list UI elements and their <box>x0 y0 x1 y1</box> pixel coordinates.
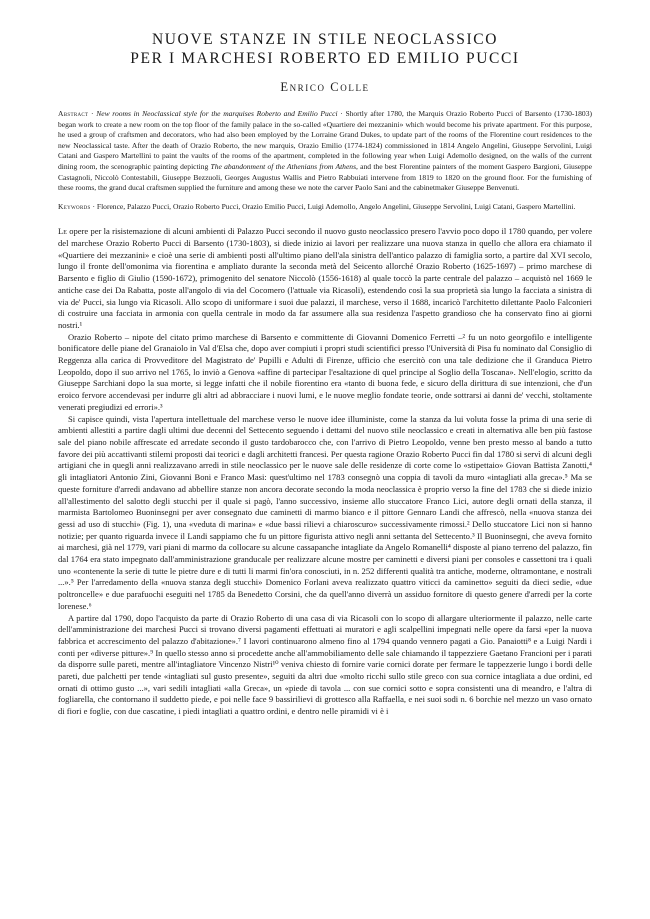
drop-cap-word: Le <box>58 226 67 237</box>
title-line-2: PER I MARCHESI ROBERTO ED EMILIO PUCCI <box>130 50 520 67</box>
abstract: Abstract · New rooms in Neoclassical style for the marquises Roberto and Emilio Pucci · Shortly after 1780, the Marquis Orazio Roberto Pucci of Barsento (1730-1803) began work to create a new room on the top floor of the family palace in the so-called «Quartiere dei mezzanini» which would become his private apartment. For this purpose, he used a group of craftsmen and decorators, who had also been employed by the Lorraine Grand Dukes, to update part of the rooms of the Florentine court residences to the new Neoclassical taste. After the death of Orazio Roberto, the new marquis, Orazio Emilio (1774-1824) commissioned in 1814 Angelo Angelini, Giuseppe Servolini, Luigi Catani and Gaspero Martellini to paint the vaults of the rooms of the apartment, completed in the following year when Luigi Ademollo designed, on the walls of the current dining room, the scenographic painting depicting The abandonment of the Athenians from Athens, and the best Florentine painters of the moment Gaspero Bargioni, Giuseppe Castagnoli, Niccolò Contestabili, Giuseppe Bezzuoli, Georges Augustus Wallis and Pietro Rabbuiati intervene from 1819 to 1820 on the ground floor. For the furnishing of these rooms, the grand ducal craftsmen supplied the furniture and among these we note the carver Paolo Sani and the cabinetmaker Giuseppe Benvenuti. <box>58 109 593 193</box>
abstract-text-continued: , and the best Florentine painters of the moment Gaspero Bargioni, Giuseppe Castagnoli, Niccolò Contestabili, Giuseppe Bezzuoli, Georges Augustus Wallis and Pietro Rabbuiati intervene from 1819 to 1820 on the ground floor. For the furnishing of these rooms, the grand ducal craftsmen supplied the furniture and among these we note the carver Paolo Sani and the cabinetmaker Giuseppe Benvenuti. <box>58 161 593 193</box>
article-title <box>58 30 592 68</box>
keywords-label: Keywords <box>58 201 91 211</box>
abstract-painting-title: The abandonment of the Athenians from Athens <box>210 161 357 171</box>
body-paragraph-4: A partire dal 1790, dopo l'acquisto da parte di Orazio Roberto di una casa di via Ricasoli con lo scopo di allargare ulteriormente il palazzo, nelle carte dell'amministrazione dei marchesi Pucci si trovano diversi pagamenti effettuati ai muratori e agli scalpellini impegnati nelle opere da farsi «per la nuova fabbrica et accrescimento del palazzo d'abitazione».⁷ I lavori continuarono almeno fino al 1794 quando vennero pagati a Gio. Panaiotti⁸ e a Luigi Nardi i conti per «diverse pitture».⁹ In quello stesso anno si procedette anche all'ammobiliamento delle sale chiamando il tappezziere Gaetano Francioni per i parati da disporre sulle pareti, mentre all'intagliatore Vincenzo Nistri¹⁰ veniva chiesto di fornire varie cornici dorate per fermare le tappezzerie lungo i bordi delle pareti, due palchetti per tende «intagliati sul gusto presente», seguiti da altri due «molto ricchi sullo stile greco con sua cornice intagliata a due ordini, ed ornati di ottimo gusto ...», vari sedili intagliati «alla Greca», un «piede di tavola ... con sue cornici sotto e sopra consistenti una di meandro, e l'altra di fogliarella, che contornano il suddetto piede, e poi nelle face 9 bassirilievi di grottesco alla Raffaella, e nei suoi sodi n. 6 borchie nel mezzo un vaso ornato di fiori e foglie, con due cascatine, i piedi intagliati a quattro ordini, e dentro nelle piramidi vi è i <box>58 612 592 717</box>
keywords: Keywords · Florence, Palazzo Pucci, Orazio Roberto Pucci, Orazio Emilio Pucci, Luigi Ademollo, Angelo Angelini, Giuseppe Servolini, Luigi Catani, Gaspero Martellini. <box>58 201 576 211</box>
abstract-text: Shortly after 1780, the Marquis Orazio Roberto Pucci of Barsento (1730-1803) began work to create a new room on the top floor of the family palace in the so-called «Quartiere dei mezzanini» which would become his private apartment. For this purpose, he used a group of craftsmen and decorators, who had also been employed by the Lorraine Grand Dukes, to update part of the rooms of the Florentine court residences to the new Neoclassical taste. After the death of Orazio Roberto, the new marquis, Orazio Emilio (1774-1824) commissioned in 1814 Angelo Angelini, Giuseppe Servolini, Luigi Catani and Gaspero Martellini to paint the vaults of the rooms of the apartment, completed in the following year when Luigi Ademollo designed, on the walls of the current dining room, the scenographic painting depicting <box>58 109 592 171</box>
body-paragraph-1-text: opere per la risistemazione di alcuni ambienti di Palazzo Pucci secondo il nuovo gusto neoclassico presero l'avvio poco dopo il 1780 quando, per volere del marchese Orazio Roberto Pucci di Barsento (1730-1803), si diede inizio ai lavori per realizzare una nuova stanza in quello che allora era chiamato il «Quartiere dei mezzanini» e cioè una serie di ambienti posti all'ultimo piano dell'ala sinistra dell'antico palazzo di famiglia sorto, a partire dal XVI secolo, lungo il fronte dell'omonima via fiorentina e ampliato durante la seconda metà del Seicento allorché Orazio Roberto (1625-1697) – primo marchese di Barsento e figlio di Giulio (1590-1672), primogenito del senatore Niccolò (1556-1618) al quale toccò la parte centrale del palazzo – acquistò nel 1669 le antiche case dei Da Rabatta, poste all'angolo di via del Cocomero (l'attuale via Ricasoli), estendendo così la sua proprietà sia lungo la facciata a sinistra di via de' Pucci, sia lungo via Ricasoli. Allo scopo di uniformare i suoi due palazzi, il marchese, verso il 1688, incaricò l'architetto dilettante Paolo Falconieri di costruire una facciata in armonia con quella centrale in modo da far assumere alla sua residenza l'aspetto grandioso che ha conservato fino ai giorni nostri.¹ <box>58 226 593 330</box>
keywords-text: Florence, Palazzo Pucci, Orazio Roberto Pucci, Orazio Emilio Pucci, Luigi Ademollo, Angelo Angelini, Giuseppe Servolini, Luigi Catani, Gaspero Martellini. <box>96 201 576 211</box>
author-name: Enrico Colle <box>280 80 370 94</box>
body-paragraph-1 <box>58 226 592 331</box>
title-line-1: NUOVE STANZE IN STILE NEOCLASSICO <box>151 31 499 48</box>
body-paragraph-3: Si capisce quindi, vista l'apertura intellettuale del marchese verso le nuove idee illuministe, come la stanza da lui voluta fosse la prima di una serie di ambienti allestiti a partire dagli ultimi due decenni del Settecento seguendo i dettami del nuovo stile neoclassico e creati in alternativa alle ben più fastose sale del piano nobile affrescate ed arredate secondo il gusto tardobarocco che, con l'arrivo di Pietro Leopoldo, venne ben presto messo al bando a tutto favore dei più accattivanti stilemi proposti dai teorici e dagli architetti francesi. Per questa ragione Orazio Roberto Pucci fin dal 1780 si servì di alcuni degli artigiani che in quegli anni realizzavano arredi in stile neoclassico per le nuove sale delle residenze di corte come lo «stipettaio» Giovan Battista Zanotti,⁴ gli intagliatori Antonio Zini, Giovanni Boni e Franco Masi: quest'ultimo nel 1783 consegnò una coppia di tavoli da muro «intagliati alla greca».⁵ Ma se queste forniture d'arredi andavano ad abbellire stanze non ancora decorate secondo la moda neoclassica è proprio verso la fine del 1783 che si diede inizio all'allestimento del salotto degli stucchi per il quale si pagò, l'anno successivo, insieme allo stuccatore Franco Lici, autore degli ornati della stanza, il marmista Bartolomeo Buoninsegni per aver consegnato due caminetti di marmo bianco e il pittore Gennaro Landi che affrescò, nella «nuova stanza dei gessi ad uso di stucchi» (Fig. 1), una «veduta di marina» e «due bassi rilievi a chiaroscuro» successivamente rimossi.² Dello stuccatore Lici non si hanno notizie; per quanto riguarda invece il Landi sappiamo che fu un pittore figurista attivo negli anni settanta del Settecento.³ Il Buoninsegni, che aveva fornito ai marchesi, già nel 1779, vari piani di marmo da collocare su alcune cassapanche intagliate da Angelo Romanelli⁴ disposte al piano terreno del palazzo, fin dal 1764 era stato impegnato dall'amministrazione granducale per realizzare alcune mostre per caminetti e diversi piani per consoles e cassettoni tra i quali uno «contenente la serie di tutte le pietre dure e di tutti li marmi fin'ora conosciuti, in n. 252 differenti qualità tra antiche, moderne, oltramontane, e nostrali ...».⁵ Per l'arredamento della «nuova stanza degli stucchi» Domenico Forlani aveva realizzato quattro viticci da caminetto» seguiti da dieci sedie, «due poltroncelle» e due parafuochi eseguiti nel 1785 da Benedetto Corsini, che da quell'anno diverrà un assiduo fornitore di questo genere d'arredi per la corte lorenese.⁶ <box>58 413 592 611</box>
abstract-english-title: New rooms in Neoclassical style for the marquises Roberto and Emilio Pucci <box>96 109 338 118</box>
article-body <box>58 226 592 718</box>
abstract-label: Abstract <box>58 109 89 118</box>
article-page <box>58 30 592 718</box>
body-paragraph-2: Orazio Roberto – nipote del citato primo marchese di Barsento e committente di Giovanni Domenico Ferretti –² fu un noto georgofilo e intelligente bonificatore delle piane del Granaiolo in Val d'Elsa che, dopo aver compiuti i propri studi scientifici presso l'Università di Pisa fu nominato dal Consiglio di Reggenza alla carica di Provveditore del Magistrato de' Pupilli e Adulti di Firenze, ufficio che esercitò con una tale dedizione che il Granduca Pietro Leopoldo, dopo il suo arrivo nel 1765, lo inviò a Genova «affine di partecipar l'esaltazione di quel principe al Soglio della Toscana». Nell'elogio, scritto da Giuseppe Sarchiani dopo la sua morte, si legge infatti che il nobile fiorentino era «tanto di buona fede, e sicuro della dirittura di sue intenzioni, che d'un eroico fervore accendevasi per indurre gli altri ad abbracciare i nuovi lumi, e le nuove meglio fondate teorie, onde sottrarsi ai danni de' vecchi, stoltamente venerati pregiudizi ed errori».³ <box>58 331 592 412</box>
